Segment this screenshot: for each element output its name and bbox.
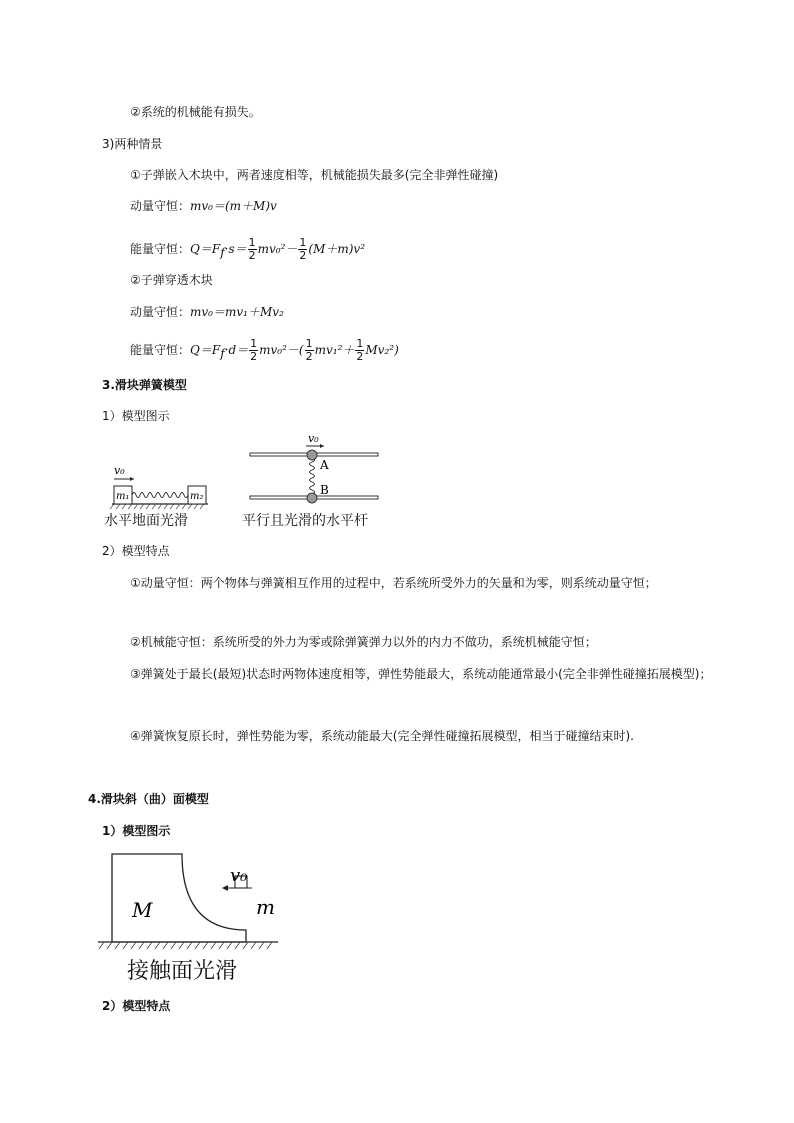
ground-hatching xyxy=(99,942,272,949)
fraction-numerator: 1 xyxy=(250,337,258,350)
momentum-label: 动量守恒： xyxy=(130,305,191,319)
energy-tail: Mv₂²) xyxy=(365,343,399,357)
energy-tail: (M＋m)v² xyxy=(308,242,366,256)
fraction-half xyxy=(248,237,257,262)
section-4-title: 4.滑块斜（曲）面模型 xyxy=(88,792,209,806)
energy-eq-1 xyxy=(130,232,365,269)
fraction-denominator: 2 xyxy=(299,249,307,262)
energy-lhs: Q＝F xyxy=(190,343,221,357)
arrowhead-icon xyxy=(130,477,134,481)
fraction-half xyxy=(305,338,314,363)
section-4-sub1: 1）模型图示 xyxy=(102,824,171,838)
curved-surface-figure xyxy=(96,846,286,954)
label-m1: m₁ xyxy=(116,491,130,502)
label-m2: m₂ xyxy=(190,491,204,502)
spring-horizontal xyxy=(132,493,188,498)
energy-mid: ·d＝ xyxy=(224,343,249,357)
arrowhead-icon xyxy=(222,885,228,891)
section-3-title: 3.滑块弹簧模型 xyxy=(102,378,187,392)
fraction-half xyxy=(355,338,364,363)
feature-max-compression: ③弹簧处于最长(最短)状态时两物体速度相等，弹性势能最大，系统动能通常最小(完全非弹性碰撞拓展模型)； xyxy=(130,667,712,681)
feature-natural-length: ④弹簧恢复原长时，弹性势能为零，系统动能最大(完全弹性碰撞拓展模型，相当于碰撞结束时). xyxy=(130,729,634,743)
caption-smooth-contact: 接触面光滑 xyxy=(127,959,238,984)
feature-momentum: ①动量守恒：两个物体与弹簧相互作用的过程中，若系统所受外力的矢量和为零，则系统动量守恒； xyxy=(130,576,657,590)
energy-term: mv₀²－( xyxy=(259,343,304,357)
energy-term: mv₁²＋ xyxy=(314,343,355,357)
fraction-denominator: 2 xyxy=(248,249,256,262)
fraction-half xyxy=(249,338,258,363)
energy-label: 能量守恒： xyxy=(130,242,191,256)
fraction-numerator: 1 xyxy=(356,337,364,350)
energy-label: 能量守恒： xyxy=(130,343,191,357)
section-3-sub1: 1）模型图示 xyxy=(102,409,170,423)
momentum-expr: mv₀＝mv₁＋Mv₂ xyxy=(190,305,284,319)
momentum-expr: mv₀＝(m＋M)v xyxy=(190,199,277,213)
fraction-numerator: 1 xyxy=(305,337,313,350)
fraction-denominator: 2 xyxy=(305,350,313,363)
fraction-denominator: 2 xyxy=(250,350,258,363)
label-v0-b: v₀ xyxy=(308,432,319,445)
ball-a xyxy=(307,450,317,460)
energy-lhs: Q＝F xyxy=(190,242,221,256)
energy-term: mv₀²－ xyxy=(257,242,298,256)
spring-vertical xyxy=(310,458,315,494)
line-scenario-2: ②子弹穿透木块 xyxy=(130,273,213,287)
line-two-scenarios: 3)两种情景 xyxy=(102,137,163,151)
label-M: M xyxy=(132,898,153,922)
label-b: B xyxy=(320,483,329,497)
section-4-sub2: 2）模型特点 xyxy=(102,999,171,1013)
line-scenario-1: ①子弹嵌入木块中，两者速度相等，机械能损失最多(完全非弹性碰撞) xyxy=(130,168,499,182)
fraction-denominator: 2 xyxy=(356,350,364,363)
friction-subscript: f xyxy=(220,245,225,260)
momentum-label: 动量守恒： xyxy=(130,199,191,213)
label-m: m xyxy=(256,895,275,919)
fraction-half xyxy=(298,237,307,262)
figure-parallel-rods xyxy=(250,432,378,503)
friction-subscript: f xyxy=(220,346,225,361)
fraction-numerator: 1 xyxy=(248,236,256,249)
arrowhead-icon xyxy=(320,444,324,448)
label-v0: v₀ xyxy=(230,865,248,886)
momentum-eq-1 xyxy=(130,198,277,214)
feature-mechanical-energy: ②机械能守恒：系统所受的外力为零或除弹簧弹力以外的内力不做功，系统机械能守恒； xyxy=(130,635,597,649)
energy-mid: ·s＝ xyxy=(224,242,247,256)
section-3-sub2: 2）模型特点 xyxy=(102,544,170,558)
ball-b xyxy=(307,493,317,503)
caption-ground: 水平地面光滑 xyxy=(104,513,188,529)
caption-rods: 平行且光滑的水平杆 xyxy=(242,513,368,529)
label-v0-a: v₀ xyxy=(114,464,125,477)
figure-ground-spring xyxy=(110,464,208,509)
label-a: A xyxy=(320,458,329,472)
line-energy-loss: ②系统的机械能有损失。 xyxy=(130,105,261,119)
momentum-eq-2 xyxy=(130,304,284,320)
energy-eq-2 xyxy=(130,333,399,370)
fraction-numerator: 1 xyxy=(299,236,307,249)
